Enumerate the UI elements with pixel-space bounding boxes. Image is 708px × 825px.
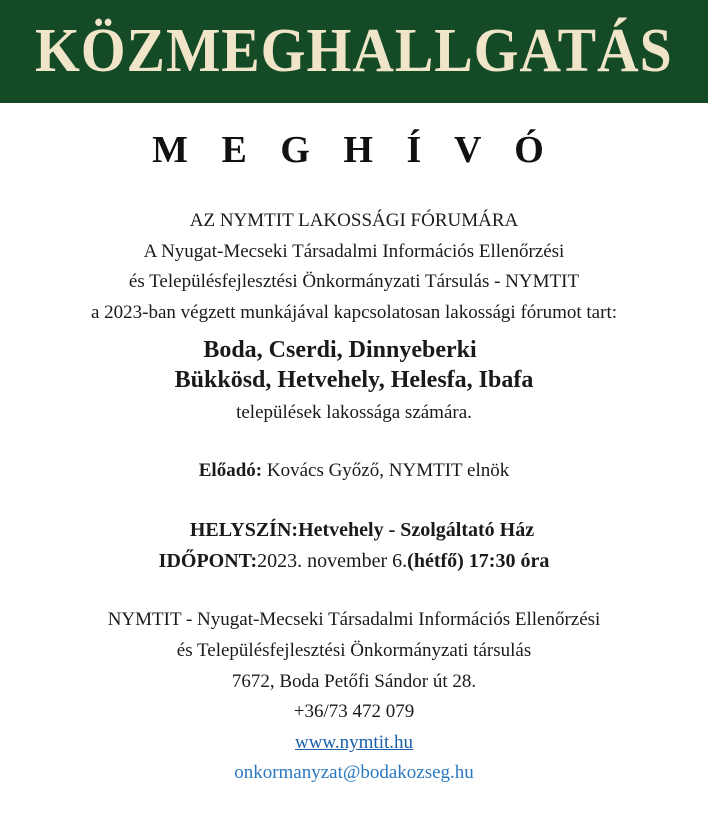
banner-title: KÖZMEGHALLGATÁS bbox=[35, 17, 673, 85]
time-date: 2023. november 6. bbox=[257, 550, 408, 572]
towns-line-2: Bükkösd, Hetvehely, Helesfa, Ibafa bbox=[174, 367, 534, 393]
intro-line-4: a 2023-ban végzett munkájával kapcsolatosan lakossági fórumot tart: bbox=[90, 302, 618, 323]
intro-line-2: A Nyugat-Mecseki Társadalmi Információs Ellenőrzési bbox=[143, 241, 565, 262]
venue-label: HELYSZÍN: bbox=[189, 519, 299, 541]
time-day-hour: (hétfő) 17:30 óra bbox=[407, 550, 550, 572]
footer-org-line-1: NYMTIT - Nyugat-Mecseki Társadalmi Információs Ellenőrzési bbox=[107, 609, 601, 630]
footer-phone: +36/73 472 079 bbox=[293, 701, 415, 722]
invitation-heading: M E G H Í V Ó bbox=[152, 129, 556, 171]
towns-line-1: Boda, Cserdi, Dinnyeberki bbox=[203, 337, 477, 363]
website-link[interactable]: www.nymtit.hu bbox=[294, 732, 414, 753]
time-label: IDŐPONT: bbox=[158, 550, 258, 572]
intro-line-3: és Településfejlesztési Önkormányzati Társulás - NYMTIT bbox=[128, 271, 580, 292]
email-link[interactable]: onkormanyzat@bodakozseg.hu bbox=[234, 762, 474, 783]
towns-note: települések lakossága számára. bbox=[236, 402, 472, 423]
speaker-value: Kovács Győző, NYMTIT elnök bbox=[262, 460, 510, 481]
venue-line bbox=[8, 519, 708, 542]
header-banner bbox=[0, 0, 708, 103]
footer-website-row bbox=[0, 732, 708, 754]
speaker-label: Előadó: bbox=[198, 460, 263, 481]
speaker-line bbox=[0, 460, 708, 482]
footer-org-line-2: és Településfejlesztési Önkormányzati társulás bbox=[176, 640, 532, 661]
venue-value: Hetvehely - Szolgáltató Ház bbox=[298, 519, 535, 541]
footer-email-row bbox=[0, 762, 708, 784]
footer-address: 7672, Boda Petőfi Sándor út 28. bbox=[231, 671, 477, 692]
time-line bbox=[0, 550, 708, 573]
intro-line-1: AZ NYMTIT LAKOSSÁGI FÓRUMÁRA bbox=[189, 210, 519, 231]
